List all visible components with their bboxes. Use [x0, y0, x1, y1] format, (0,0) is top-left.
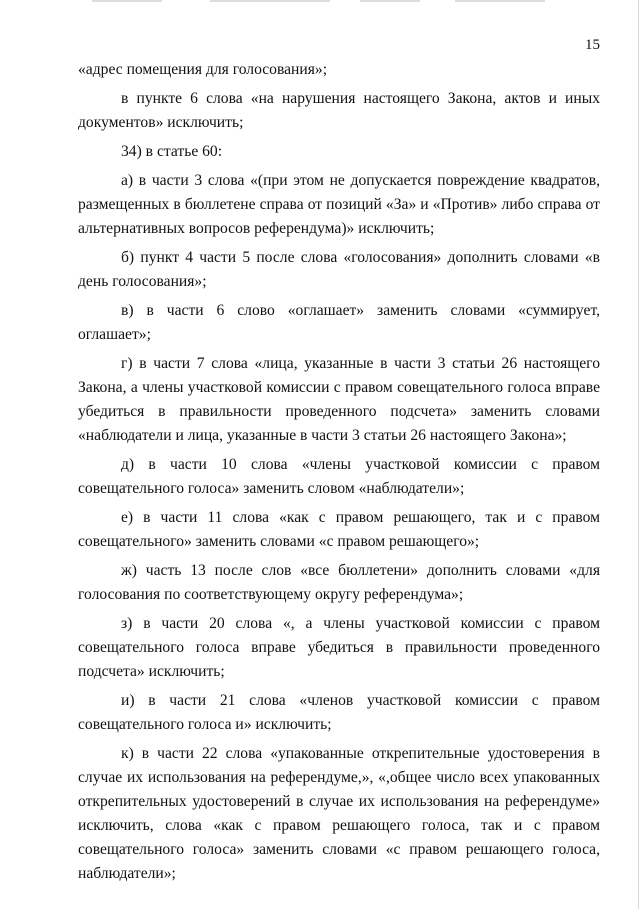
paragraph: ж) часть 13 после слов «все бюллетени» дополнить словами «для голосования по соответствующему округу референдума»;: [78, 562, 600, 603]
paragraph: в пункте 6 слова «на нарушения настоящего Закона, актов и иных документов» исключить;: [78, 90, 600, 131]
paragraph: и) в части 21 слова «членов участковой комиссии с правом совещательного голоса и» исключить;: [78, 692, 600, 733]
paragraph: д) в части 10 слова «члены участковой комиссии с правом совещательного голоса» заменить словом «наблюдатели»;: [78, 456, 600, 497]
paragraph: з) в части 20 слова «, а члены участковой комиссии с правом совещательного голоса вправе убедиться в правильности проведенного подсчета» исключить;: [78, 615, 600, 680]
paragraph: 34) в статье 60:: [121, 143, 223, 160]
scan-artifact: [360, 0, 420, 2]
paragraph: «адрес помещения для голосования»;: [78, 61, 328, 78]
scan-artifact: [92, 0, 162, 2]
document-body: [78, 58, 600, 891]
scan-artifact: [455, 0, 545, 2]
paragraph: е) в части 11 слова «как с правом решающего, так и с правом совещательного» заменить словами «с правом решающего»;: [78, 509, 600, 550]
paragraph: г) в части 7 слова «лица, указанные в части 3 статьи 26 настоящего Закона, а члены участковой комиссии с правом совещательного голоса вправе убедиться в правильности проведенного подсчета» заменить словами «наблюдатели и лица, указанные в части 3 статьи 26 настоящего Закона»;: [78, 355, 600, 444]
paragraph: б) пункт 4 части 5 после слова «голосования» дополнить словами «в день голосования»;: [78, 249, 600, 290]
page-number: 15: [585, 37, 600, 53]
paragraph: а) в части 3 слова «(при этом не допускается повреждение квадратов, размещенных в бюллетене справа от позиций «За» и «Против» либо справа от альтернативных вопросов референдума)» исключить;: [78, 172, 600, 237]
scan-artifact: [210, 0, 330, 2]
page-edge-line: [638, 0, 639, 909]
paragraph: в) в части 6 слово «оглашает» заменить словами «суммирует, оглашает»;: [78, 302, 600, 343]
paragraph: к) в части 22 слова «упакованные открепительные удостоверения в случае их использования на референдуме,», «,общее число всех упакованных открепительных удостоверений в случае их использования на референдуме» исключить, слова «как с правом решающего голоса, так и с правом совещательного голоса» заменить словами «с правом решающего голоса, наблюдатели»;: [78, 745, 600, 882]
